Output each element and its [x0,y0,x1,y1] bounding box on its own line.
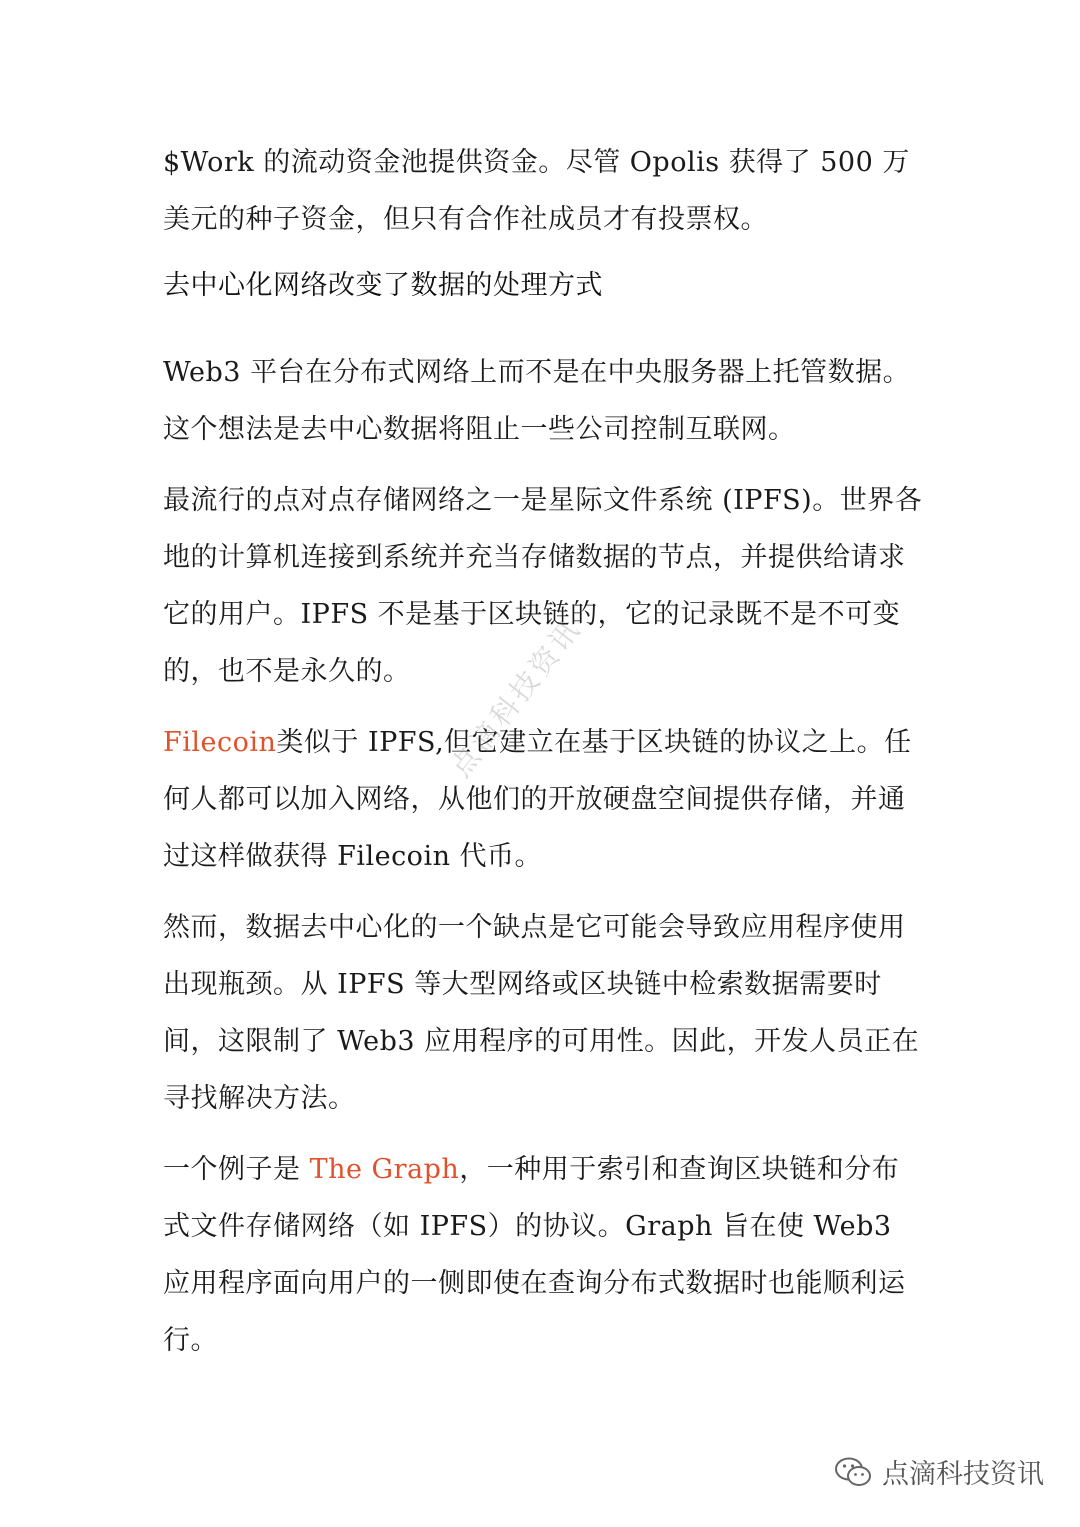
paragraph-the-graph-text: ，一种用于索引和查询区块链和分布式文件存储网络（如 IPFS）的协议。Graph 旨在使 Web3 应用程序面向用户的一侧即使在查询分布式数据时也能顺利运行。 [163,1154,906,1356]
paragraph-the-graph [163,1141,923,1369]
paragraph-web3-hosting: Web3 平台在分布式网络上而不是在中央服务器上托管数据。这个想法是去中心数据将阻止一些公司控制互联网。 [163,357,911,445]
wechat-icon [834,1456,872,1488]
paragraph-bottleneck: 然而，数据去中心化的一个缺点是它可能会导致应用程序使用出现瓶颈。从 IPFS 等大型网络或区块链中检索数据需要时间，这限制了 Web3 应用程序的可用性。因此，开发人员正在寻找解决方法。 [163,912,920,1114]
paragraph-opolis: $Work 的流动资金池提供资金。尽管 Opolis 获得了 500 万美元的种子资金，但只有合作社成员才有投票权。 [163,147,910,235]
paragraph-ipfs: 最流行的点对点存储网络之一是星际文件系统 (IPFS)。世界各地的计算机连接到系统并充当存储数据的节点，并提供给请求它的用户。IPFS 不是基于区块链的，它的记录既不是不可变的，也不是永久的。 [163,485,923,687]
paragraph-filecoin-text: 类似于 IPFS,但它建立在基于区块链的协议之上。任何人都可以加入网络，从他们的开放硬盘空间提供存储，并通过这样做获得 Filecoin 代币。 [163,727,912,872]
article-body [163,134,923,1383]
filecoin-link[interactable]: Filecoin [163,727,277,758]
watermark: 点滴科技资讯 [443,611,589,784]
paragraph-filecoin [163,714,923,885]
brand-name: 点滴科技资讯 [882,1459,1044,1490]
paragraph-the-graph-prefix: 一个例子是 [163,1154,310,1185]
the-graph-link[interactable]: The Graph [309,1154,460,1185]
brand-footer [834,1452,1044,1491]
section-heading: 去中心化网络改变了数据的处理方式 [163,270,603,301]
